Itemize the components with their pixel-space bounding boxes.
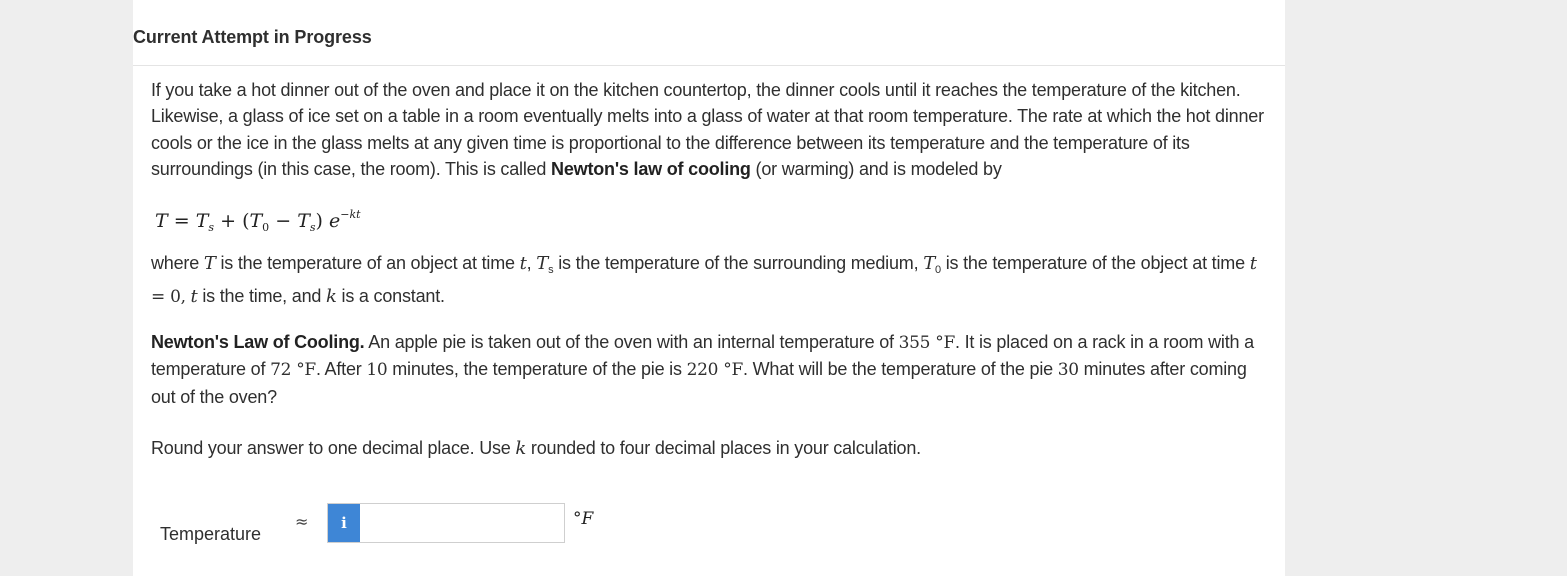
formula-e: e: [329, 210, 341, 232]
elapsed-minutes: 10: [366, 360, 388, 381]
degree-unit: °F: [291, 360, 316, 381]
question-panel: [133, 0, 1285, 576]
problem-title: Newton's Law of Cooling.: [151, 332, 365, 352]
newtons-law-term: Newton's law of cooling: [551, 159, 751, 180]
cooling-formula: [155, 208, 361, 234]
formula-Ts: T: [195, 210, 209, 232]
page-title: Current Attempt in Progress: [133, 27, 372, 47]
formula-exponent: −kt: [340, 208, 361, 221]
problem-text: An apple pie is taken out of the oven with an internal temperature of: [364, 332, 899, 352]
var-T0: T: [923, 253, 935, 274]
definition-text: is a constant.: [336, 286, 445, 307]
var-Ts: T: [536, 253, 549, 274]
formula-Ts-sub: s: [208, 221, 215, 234]
var-t-time: t: [190, 286, 198, 308]
formula-equals: =: [173, 210, 190, 232]
intro-text-2: (or warming) and is modeled by: [750, 159, 1002, 180]
var-T0-sub: 0: [935, 264, 941, 276]
problem-text: . It is placed on a rack in a room with a temperature of: [151, 332, 1254, 380]
header: [133, 0, 1285, 66]
formula-paren-close: ): [315, 210, 323, 232]
initial-temperature: 355: [898, 333, 931, 353]
definition-paragraph: [151, 250, 1261, 311]
instruction-text: Round your answer to one decimal place. Use: [151, 438, 516, 458]
var-T: T: [203, 253, 216, 274]
problem-text: minutes, the temperature of the pie is: [387, 359, 687, 380]
formula-T0-sub: 0: [262, 221, 270, 234]
intro-text-1: If you take a hot dinner out of the oven and place it on the kitchen countertop, the dinner cools until it reaches the temperature of the kitchen. Likewise, a glass of ice set on a table in a room eventually melts into a glass of water at that room temperature. The rate at which the hot dinner cools or the ice in the glass melts at any given time is proportional to the difference between its temperature and the temperature of its surroundings (in this case, the room). This is called: [151, 80, 1264, 180]
problem-text: . What will be the temperature of the pie: [742, 359, 1058, 380]
fahrenheit-unit: °F: [573, 509, 594, 529]
expr-zero: 0,: [170, 287, 186, 308]
problem-text: . After: [315, 359, 367, 380]
problem-text: minutes after coming out of the oven?: [151, 359, 1247, 407]
definition-text: is the temperature of the surrounding medium,: [553, 253, 924, 273]
degree-unit: °F: [930, 333, 955, 353]
room-temperature: 72: [270, 360, 292, 381]
definition-text: ,: [526, 253, 537, 273]
formula-T: T: [155, 210, 168, 232]
info-icon[interactable]: i: [328, 504, 360, 542]
expr-equals: =: [151, 287, 171, 308]
instruction-text: rounded to four decimal places in your calculation.: [526, 438, 921, 458]
problem-paragraph: [151, 329, 1269, 410]
var-k: k: [326, 286, 337, 308]
var-Ts-sub: s: [548, 264, 554, 276]
formula-plus: +: [220, 210, 237, 232]
instruction-paragraph: [151, 435, 1261, 462]
definition-text: is the temperature of the object at time: [940, 253, 1250, 273]
formula-minus: −: [275, 210, 292, 232]
definition-text: where: [151, 253, 204, 273]
var-k-instruction: k: [515, 438, 527, 459]
intro-paragraph: [151, 77, 1266, 183]
degree-unit: °F: [718, 360, 743, 381]
definition-text: is the temperature of an object at time: [215, 253, 520, 273]
formula-Ts-sub-2: s: [309, 221, 316, 234]
later-temperature: 220: [686, 360, 719, 381]
formula-paren-open: (: [242, 210, 250, 232]
expr-t: t: [1249, 253, 1257, 274]
approx-symbol: ≈: [295, 512, 309, 531]
answer-field-container: [327, 503, 565, 543]
temperature-label: Temperature: [160, 524, 262, 544]
formula-Ts-2: T: [297, 210, 310, 232]
definition-text: is the time, and: [197, 286, 327, 307]
target-minutes: 30: [1057, 360, 1079, 381]
formula-T0: T: [249, 210, 263, 232]
temperature-answer-input[interactable]: [361, 504, 566, 540]
var-t: t: [519, 253, 527, 274]
